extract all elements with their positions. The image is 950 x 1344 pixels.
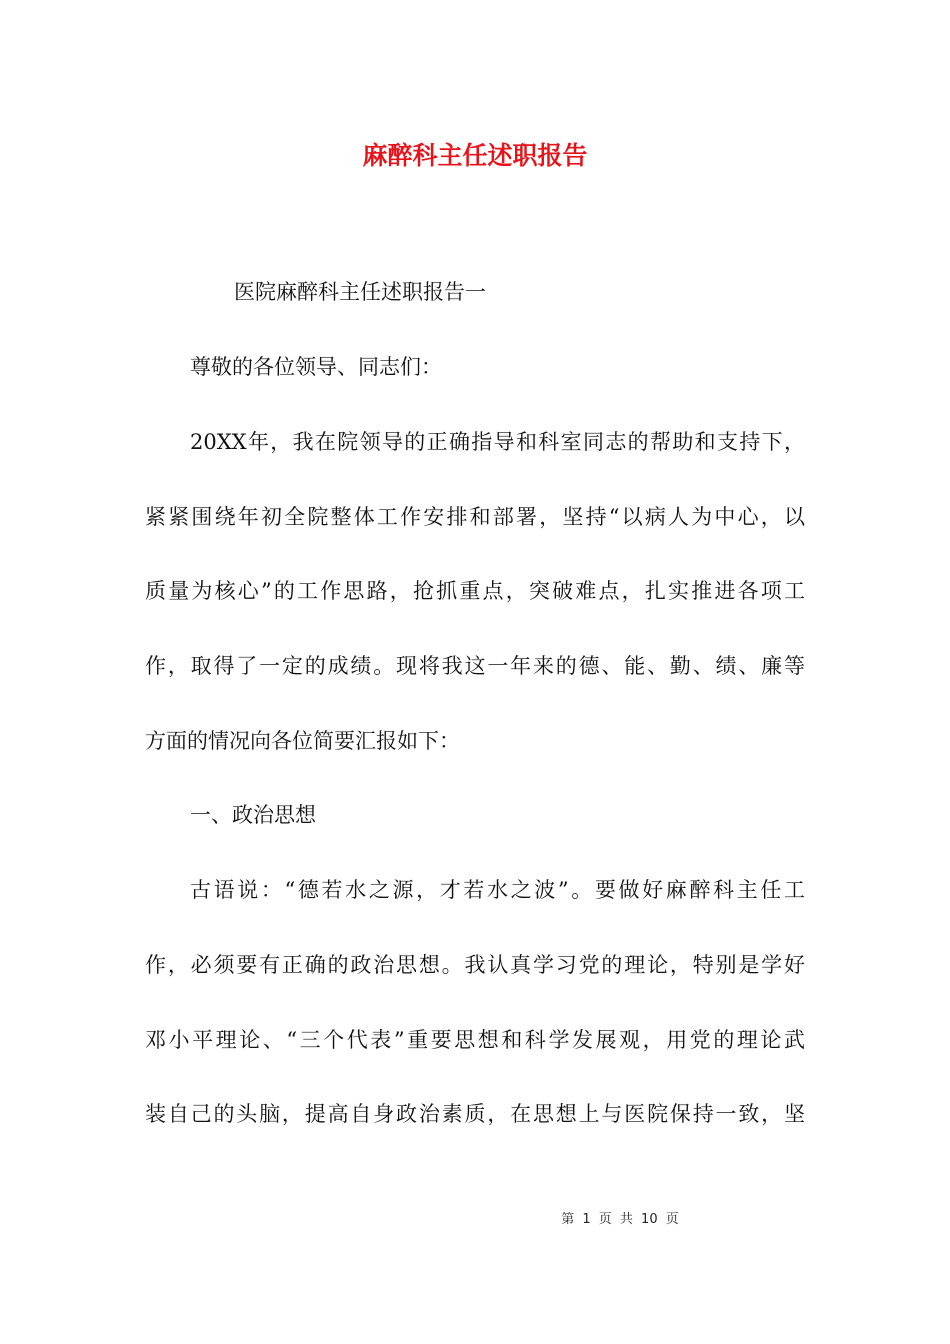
paragraph-line: 装自己的头脑，提高自身政治素质，在思想上与医院保持一致，坚 <box>145 1102 805 1126</box>
paragraph-line: 古语说：“德若水之源，才若水之波”。要做好麻醉科主任工 <box>190 878 805 902</box>
paragraph-line: 质量为核心”的工作思路，抢抓重点，突破难点，扎实推进各项工 <box>145 579 805 603</box>
paragraph-line: 作，取得了一定的成绩。现将我这一年来的德、能、勤、绩、廉等 <box>145 654 805 678</box>
report-subtitle: 医院麻醉科主任述职报告一 <box>234 280 486 304</box>
page-number-footer: 第 1 页 共 10 页 <box>561 1212 679 1227</box>
salutation: 尊敬的各位领导、同志们： <box>190 355 442 379</box>
paragraph-line: 20XX年，我在院领导的正确指导和科室同志的帮助和支持下， <box>190 430 805 454</box>
paragraph-line: 紧紧围绕年初全院整体工作安排和部署，坚持“以病人为中心，以 <box>145 505 805 529</box>
section-heading: 一、政治思想 <box>190 803 316 827</box>
paragraph-line: 作，必须要有正确的政治思想。我认真学习党的理论，特别是学好 <box>145 953 805 977</box>
paragraph-line: 方面的情况向各位简要汇报如下： <box>145 729 460 753</box>
document-title: 麻醉科主任述职报告 <box>362 141 588 170</box>
paragraph-line: 邓小平理论、“三个代表”重要思想和科学发展观，用党的理论武 <box>145 1028 805 1052</box>
